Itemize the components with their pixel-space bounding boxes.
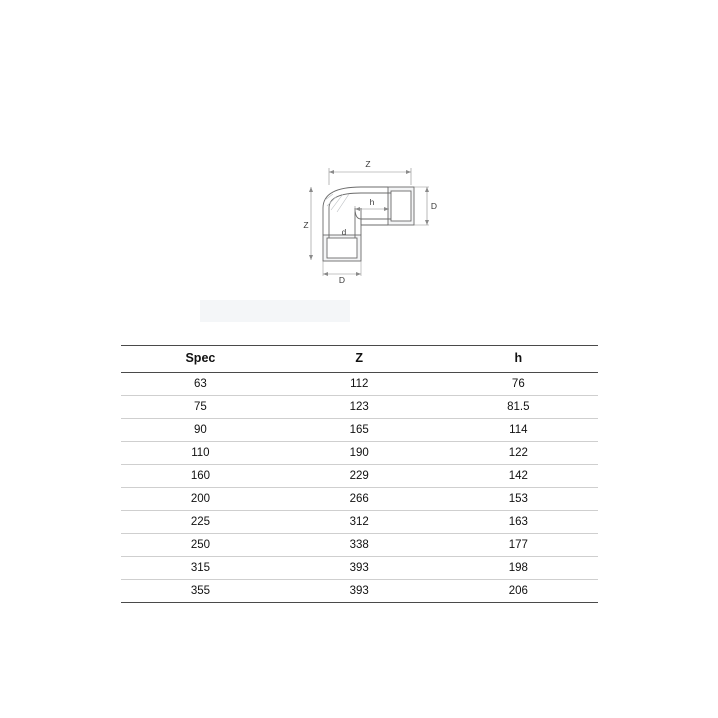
table-row — [121, 442, 598, 465]
cell-z: 229 — [280, 465, 439, 488]
cell-h: 206 — [439, 580, 598, 603]
elbow-technical-drawing — [293, 150, 443, 285]
table-row — [121, 465, 598, 488]
cell-h: 153 — [439, 488, 598, 511]
cell-z: 123 — [280, 396, 439, 419]
cell-h: 81.5 — [439, 396, 598, 419]
cell-spec: 75 — [121, 396, 280, 419]
column-header-h: h — [439, 346, 598, 373]
cell-h: 177 — [439, 534, 598, 557]
table-body — [121, 373, 598, 603]
table-row — [121, 373, 598, 396]
elbow-drawing-svg — [293, 150, 443, 285]
dimension-table — [121, 345, 598, 603]
label-z-top: Z — [365, 159, 371, 169]
label-d-inner: d — [341, 228, 347, 237]
cell-h: 114 — [439, 419, 598, 442]
table-row — [121, 419, 598, 442]
cell-spec: 160 — [121, 465, 280, 488]
cell-h: 142 — [439, 465, 598, 488]
cell-spec: 225 — [121, 511, 280, 534]
cell-h: 163 — [439, 511, 598, 534]
cell-spec: 315 — [121, 557, 280, 580]
cell-h: 198 — [439, 557, 598, 580]
cell-z: 393 — [280, 580, 439, 603]
cell-z: 165 — [280, 419, 439, 442]
cell-z: 266 — [280, 488, 439, 511]
cell-z: 312 — [280, 511, 439, 534]
table-row — [121, 511, 598, 534]
cell-z: 190 — [280, 442, 439, 465]
cell-z: 393 — [280, 557, 439, 580]
table-row — [121, 580, 598, 603]
cell-h: 76 — [439, 373, 598, 396]
table-row — [121, 557, 598, 580]
label-d-bottom: D — [338, 275, 346, 285]
table-header-row — [121, 346, 598, 373]
label-h: h — [369, 197, 375, 207]
table-header — [121, 346, 598, 373]
cell-z: 112 — [280, 373, 439, 396]
cell-spec: 355 — [121, 580, 280, 603]
column-header-spec: Spec — [121, 346, 280, 373]
cell-spec: 250 — [121, 534, 280, 557]
table-row — [121, 488, 598, 511]
cell-h: 122 — [439, 442, 598, 465]
label-d-right: D — [430, 201, 438, 211]
table-row — [121, 396, 598, 419]
watermark-band — [200, 300, 350, 322]
cell-spec: 90 — [121, 419, 280, 442]
label-z-left: Z — [303, 220, 309, 230]
cell-spec: 110 — [121, 442, 280, 465]
column-header-z: Z — [280, 346, 439, 373]
cell-spec: 200 — [121, 488, 280, 511]
table-row — [121, 534, 598, 557]
cell-z: 338 — [280, 534, 439, 557]
cell-spec: 63 — [121, 373, 280, 396]
